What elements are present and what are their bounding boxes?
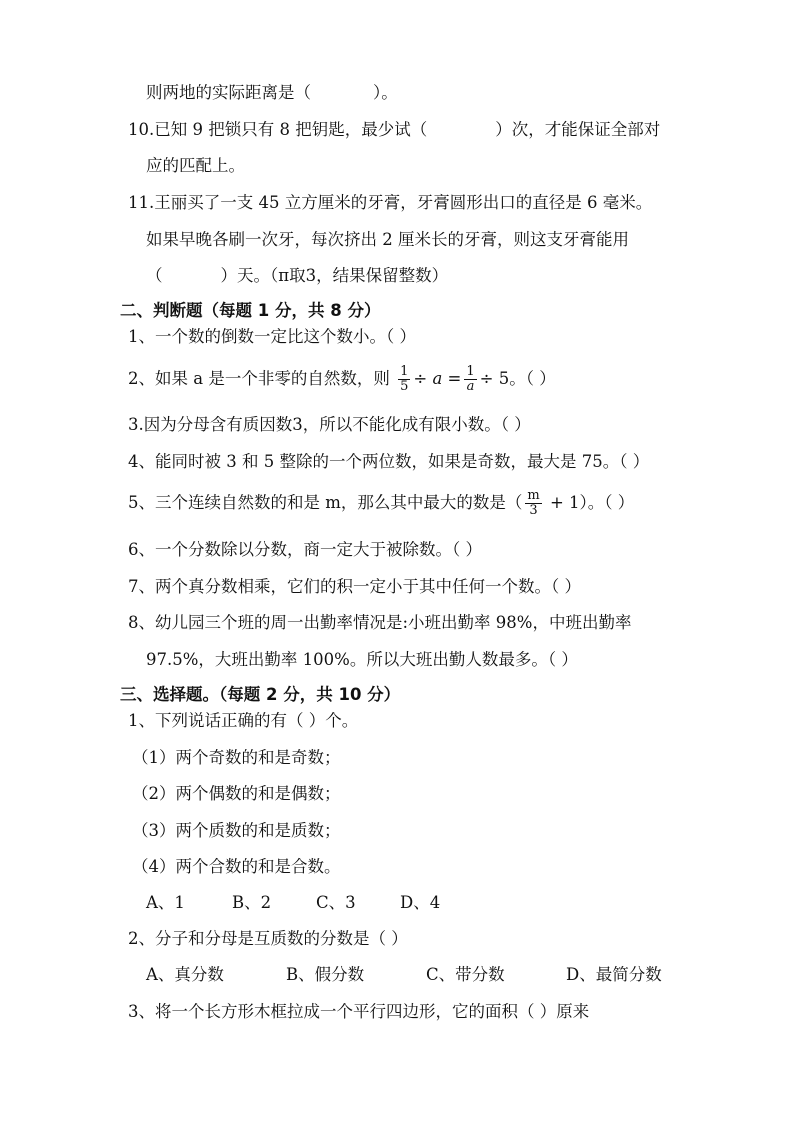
q11-line3 <box>146 265 448 287</box>
choice-section-heading: 三、选择题。（每题 2 分，共 10 分） <box>120 685 401 704</box>
choice-q2-stem: 2、分子和分母是互质数的分数是（ ） <box>128 929 408 948</box>
q9-tail-text: 则两地的实际距离是（ <box>146 83 311 102</box>
judge-q8-line1: 8、幼儿园三个班的周一出勤率情况是:小班出勤率 98%，中班出勤率 <box>128 613 632 632</box>
q10-text: 10.已知 9 把锁只有 8 把钥匙，最少试（ <box>128 120 428 139</box>
fraction-m-over-3 <box>525 489 541 518</box>
fraction-denominator: a <box>466 379 475 394</box>
fraction-numerator: 1 <box>466 364 475 379</box>
q9-tail-line <box>146 82 398 104</box>
judge-q2 <box>128 362 556 396</box>
q11-line1: 11.王丽买了一支 45 立方厘米的牙膏，牙膏圆形出口的直径是 6 毫米。 <box>128 193 653 212</box>
option-c[interactable]: C、带分数 <box>426 965 505 984</box>
option-d[interactable]: D、4 <box>400 893 441 912</box>
choice-q1-item: （4）两个合数的和是合数。 <box>132 857 341 876</box>
judge-q5-post: + 1）。（ ） <box>549 493 635 512</box>
fraction-one-over-a <box>464 365 476 394</box>
q11-line2: 如果早晚各刷一次牙，每次挤出 2 厘米长的牙膏，则这支牙膏能用 <box>146 230 629 249</box>
fraction-one-fifth <box>398 365 410 394</box>
judge-q4: 4、能同时被 3 和 5 整除的一个两位数，如果是奇数，最大是 75。（ ） <box>128 452 650 471</box>
choice-q2-options <box>146 964 706 986</box>
fraction-denominator: 5 <box>400 379 409 394</box>
judge-q2-post: ÷ 5。（ ） <box>479 369 556 388</box>
judge-q2-text: 2、如果 a 是一个非零的自然数，则 <box>128 369 390 388</box>
equals-sign: = <box>447 369 462 388</box>
judge-q6: 6、一个分数除以分数，商一定大于被除数。（ ） <box>128 540 482 559</box>
judge-q5 <box>128 486 634 520</box>
q10-text-post: ）次，才能保证全部对 <box>495 120 661 139</box>
q11-text-post: ）天。（π取3，结果保留整数） <box>220 266 449 285</box>
choice-q1-stem: 1、下列说话正确的有（ ）个。 <box>128 711 359 730</box>
q11-text: （ <box>146 266 163 285</box>
choice-q1-options <box>146 892 466 914</box>
option-a[interactable]: A、真分数 <box>146 965 224 984</box>
choice-q3-stem: 3、将一个长方形木框拉成一个平行四边形，它的面积（ ）原来 <box>128 1002 590 1021</box>
choice-q1-item: （1）两个奇数的和是奇数； <box>132 748 341 767</box>
option-b[interactable]: B、假分数 <box>286 965 365 984</box>
option-d[interactable]: D、最简分数 <box>566 965 662 984</box>
judge-q8-line2: 97.5%，大班出勤率 100%。所以大班出勤人数最多。（ ） <box>146 650 578 669</box>
judge-q1: 1、一个数的倒数一定比这个数小。（ ） <box>128 327 416 346</box>
variable-a: a <box>432 369 443 388</box>
option-c[interactable]: C、3 <box>316 893 356 912</box>
judge-q3: 3.因为分母含有质因数3，所以不能化成有限小数。（ ） <box>128 415 531 434</box>
q10-line2: 应的匹配上。 <box>146 156 245 175</box>
fraction-numerator: m <box>527 488 540 503</box>
fraction-denominator: 3 <box>529 503 538 518</box>
judge-q7: 7、两个真分数相乘，它们的积一定小于其中任何一个数。（ ） <box>128 577 581 596</box>
choice-q1-item: （3）两个质数的和是质数； <box>132 821 341 840</box>
q10-line1 <box>128 119 660 141</box>
option-b[interactable]: B、2 <box>232 893 272 912</box>
divide-sign: ÷ <box>413 369 428 388</box>
choice-q1-item: （2）两个偶数的和是偶数； <box>132 784 341 803</box>
q9-tail-post: ）。 <box>373 83 398 102</box>
fraction-numerator: 1 <box>400 364 409 379</box>
option-a[interactable]: A、1 <box>146 893 185 912</box>
judge-q5-text: 5、三个连续自然数的和是 m，那么其中最大的数是（ <box>128 493 523 512</box>
judge-section-heading: 二、判断题（每题 1 分，共 8 分） <box>120 301 381 320</box>
